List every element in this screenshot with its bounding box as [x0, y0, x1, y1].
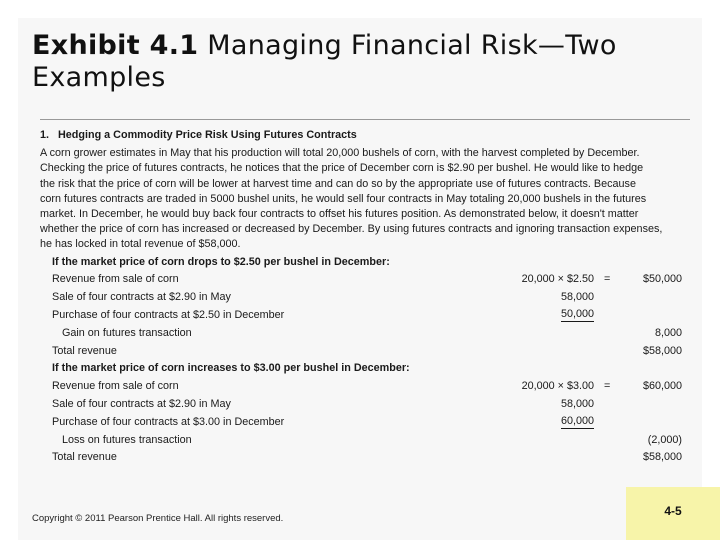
- table-row: [52, 379, 690, 397]
- row-label: Loss on futures transaction: [62, 433, 192, 446]
- paragraph-line: the risk that the price of corn will be lower at harvest time and can do so by the appropriate use of futures contracts. Because: [40, 177, 636, 190]
- paragraph-line: whether the price of corn has increased or decreased by December. By using futures contracts and ignoring transaction expenses,: [40, 223, 663, 236]
- row-calc: 60,000: [560, 414, 594, 427]
- title-divider: [40, 119, 690, 120]
- scenario-up-table: [52, 361, 690, 468]
- scenario-heading: [52, 255, 690, 273]
- exhibit-label: Exhibit 4.1: [32, 30, 199, 61]
- row-label: Sale of four contracts at $2.90 in May: [52, 398, 231, 410]
- exhibit-body: [40, 128, 690, 468]
- scenario-up-heading: If the market price of corn increases to $3.00 per bushel in December:: [52, 362, 410, 375]
- row-amount: $58,000: [642, 344, 682, 357]
- row-amount: $60,000: [642, 380, 682, 393]
- paragraph-line: Checking the price of futures contracts, he notices that the price of December corn is $2.90 per bushel. He would like to hedge: [40, 162, 644, 175]
- exhibit-title-text: Managing Financial Risk—Two Examples: [32, 30, 617, 93]
- row-label: Total revenue: [52, 451, 117, 464]
- row-label: Purchase of four contracts at $3.00 in December: [52, 415, 285, 428]
- table-row: [52, 397, 690, 415]
- row-label: Revenue from sale of corn: [52, 273, 179, 286]
- paragraph-line: he has locked in total revenue of $58,000.: [40, 238, 241, 251]
- row-amount: (2,000): [647, 433, 682, 446]
- copyright-notice: Copyright © 2011 Pearson Prentice Hall. All rights reserved.: [32, 513, 284, 524]
- row-label: Gain on futures transaction: [62, 326, 192, 339]
- paragraph-line: market. In December, he would buy back four contracts to offset his futures position. As demonstrated below, it doesn't matter: [40, 208, 639, 221]
- table-row: [52, 290, 690, 308]
- row-calc: 58,000: [560, 398, 594, 410]
- right-margin: [702, 0, 720, 540]
- page-number-badge: [626, 487, 720, 540]
- row-label: Sale of four contracts at $2.90 in May: [52, 291, 231, 304]
- row-calc: 58,000: [560, 291, 594, 304]
- table-row: [52, 450, 690, 468]
- paragraph-line: corn futures contracts are traded in 5000 bushel units, he would sell four contracts in May totaling 20,000 bushels in the futures: [40, 192, 647, 205]
- paragraph-line: A corn grower estimates in May that his production will total 20,000 bushels of corn, with the harvest completed by December.: [40, 147, 640, 160]
- row-calc: 50,000: [560, 308, 594, 321]
- row-calc: 20,000 × $2.50: [521, 273, 594, 286]
- table-row: [52, 433, 690, 451]
- row-equals: =: [604, 273, 611, 286]
- page-number: 4-5: [664, 504, 682, 518]
- row-label: Revenue from sale of corn: [52, 380, 179, 393]
- table-row: [52, 308, 690, 326]
- row-amount: $50,000: [642, 273, 682, 286]
- scenario-heading: [52, 361, 690, 379]
- section-number: 1.: [40, 129, 50, 141]
- row-calc: 20,000 × $3.00: [521, 380, 594, 393]
- section-heading: [40, 128, 690, 143]
- row-label: Total revenue: [52, 344, 117, 357]
- row-label: Purchase of four contracts at $2.50 in December: [52, 309, 285, 322]
- section-title: Hedging a Commodity Price Risk Using Futures Contracts: [58, 129, 357, 141]
- row-equals: =: [604, 380, 611, 393]
- top-margin: [0, 0, 720, 18]
- scenario-down-table: [52, 255, 690, 362]
- table-row: [52, 344, 690, 362]
- table-row: [52, 415, 690, 433]
- left-margin: [0, 0, 18, 540]
- section-paragraph: [40, 146, 690, 252]
- table-row: [52, 272, 690, 290]
- scenario-down-heading: If the market price of corn drops to $2.50 per bushel in December:: [52, 255, 390, 268]
- row-amount: $58,000: [642, 451, 682, 464]
- row-amount: 8,000: [654, 326, 682, 339]
- table-row: [52, 326, 690, 344]
- slide-title: [32, 30, 682, 94]
